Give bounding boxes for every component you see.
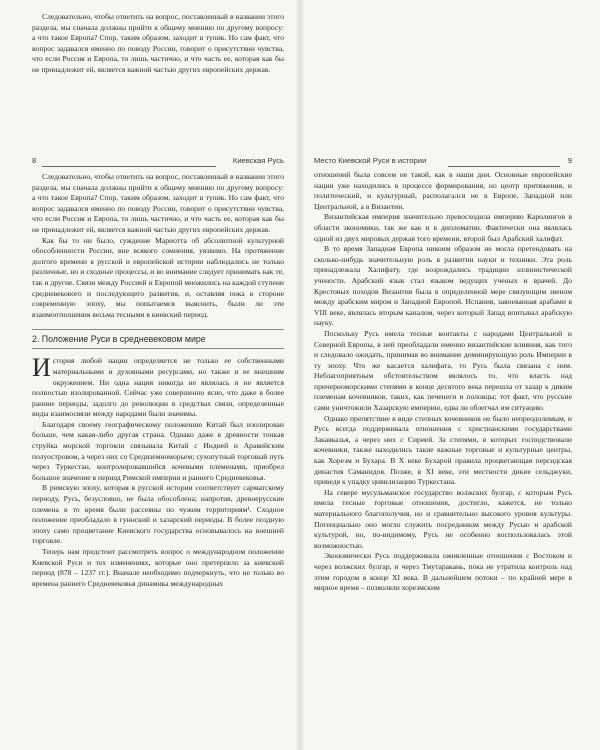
right-paragraph-1: отношений была совсем не такой, как в наши дни. Основные европейские нации уже находились в процессе формирования, но центр притяжения, и политический, и культурный, располагался не в Европе, Западной или Центральной, а в Византии. xyxy=(314,170,572,211)
section-heading: 2. Положение Руси в средневековом мире xyxy=(32,329,284,349)
right-paragraph-3: В то время Западная Европа никоим образом не могла претендовать на сколько-нибудь значительную роль в развитии науки и техники. Эта роль принадлежала Халифату, где возрождались традиции эллинистической учености. Арабский язык стал языком ведущих ученых и врачей. До Крестовых походов Византия была в определенной мере связующим звеном между арабским миром и Западной Европой. Испания, завоеванная арабами в VIII веке, являлась вторым каналом, через который Запад впитывал арабскую науку. xyxy=(314,244,572,328)
right-main-column xyxy=(314,170,572,594)
left-top-paragraph-1: Следовательно, чтобы ответить на вопрос, поставленный в названии этого раздела, мы сначала должны прийти к общему мнению по другому вопросу: а что такое Европа? Спор, таким образом, заходит в тупик. Но сам факт, что вопрос задавался именно по поводу России, говорит о присутствии чувства, что если Россия и Европа, то лишь частично, и что часть ее, которая как бы не принадлежит ей, является важной частью других европейских держав. xyxy=(32,12,284,74)
left-main-column xyxy=(32,172,284,589)
left-header-title: Киевская Русь xyxy=(232,156,284,165)
section-paragraph-2: Благодаря своему географическому положению Китай был изолирован больше, чем какая-либо другая страна. Однако даже в древности тонкая струйка морской торговли связывала Китай с Индией и Аравийским полуостровом, а через них со Средиземноморьем; сухопутный торговый путь через Туркестан, контролировавшийся кочевыми племенами, приобрел большое значение в период Римской империи и раннего Средневековья. xyxy=(32,419,284,482)
left-paragraph-2: Как бы то ни было, суждение Мариотта об абсолютной культурной обособленности России, вне всякого сомнения, уязвимо. На протяжении долгого времени в русской и европейской истории наблюдались не только различные, но и сходные процессы, и во внимание следует принимать как те, так и другие. Связи между Россией и Европой множились на каждой ступени средневекового и последующего развития, и, оставляя пока в стороне современную эпоху, мы попытаемся выяснить, были ли эти взаимоотношения весьма тесными в киевский период. xyxy=(32,235,284,319)
right-header-title: Место Киевской Руси в истории xyxy=(314,156,427,165)
right-paragraph-2: Византийская империя значительно превосходила империю Каролингов в области экономики, так же как и в дипломатии. Фактически она являлась одной из двух мировых держав того времени, второй был Арабский халифат. xyxy=(314,212,572,243)
section-paragraph-1-text: стория любой нации определяется не только ее собственными материальными и духовными ресурсами, но также и ее внешним окружением. Ни одна нация никогда не являлась и не является полностью изолированной. Сейчас уже совершенно ясно, что даже в более ранние периоды, задолго до революции в средствах связи, определенные виды взаимосвязи между народами были значимы. xyxy=(32,356,284,419)
section-paragraph-4: Теперь нам предстоит рассмотреть вопрос о международном положении Киевской Руси и тех изменениях, которые оно претерпело за киевский период (878 – 1237 гг.). Вначале необходимо подчеркнуть, что не только во времена раннего Средневековья динамика международных xyxy=(32,547,284,588)
section-paragraph-3: В римскую эпоху, которая в русской истории соответствует сарматскому периоду, Русь, безусловно, не была обособлена; напротив, древнерусские племена в то время были рассеяны по чужим территориям¹. Сходное положение преобладало в гуннский и хазарский периоды. В более поздную эпоху само процветание Киевского государства основывалось на внешней торговле. xyxy=(32,483,284,546)
right-page xyxy=(302,0,600,750)
section-paragraph-1 xyxy=(32,353,284,420)
right-header-rule xyxy=(448,166,560,167)
left-top-column xyxy=(32,12,284,76)
left-page-number: 8 xyxy=(32,156,37,165)
drop-cap: И xyxy=(32,353,51,383)
left-paragraph-1: Следовательно, чтобы ответить на вопрос, поставленный в названии этого раздела, мы сначала должны прийти к общему мнению по другому вопросу: а что такое Европа? Спор, таким образом, заходит в тупик. Но сам факт, что вопрос задавался именно по поводу России, говорит о присутствии чувства, что если Россия и Европа, то лишь частично, и что часть ее, которая как бы не принадлежит ей, является важной частью других европейских держав. xyxy=(32,172,284,234)
left-page xyxy=(0,0,298,750)
right-paragraph-4: Поскольку Русь имела тесные контакты с народами Центральной и Северной Европы, в ней преобладали именно византийские влияния, как того и следовало ожидать, принимая во внимание доминирующую роль Империи в ту эпоху. Что же касается халифата, то Русь была связана с ним. Неблагоприятным обстоятельством являлось то, что власть над причерноморскими степями в конце десятого века перешла от хазар к диким племенам кочевников, таких, как печенеги и половцы; тот факт, что русские сами уничтожили Хазарскую империю, едва ли облегчал им ситуацию. xyxy=(314,328,572,413)
right-paragraph-5: Однако препятствие в виде степных кочевников не было непреодолимым, и Русь всегда поддерживала отношения с христианскими государствами Закавказья, а через них с Сирией. За степями, в которых господствовали кочевники, также находились такие важные торговые и культурные центры, как Хорезм и Бухара. В X веке Бухарой правила процветающая персидская династия Саманидов. Позже, в XI веке, эти местности дикие сельджуки, приведя к упадку цивилизацию Туркестана. xyxy=(314,413,572,487)
right-paragraph-6: На севере мусульманское государство волжских булгар, с которым Русь имела тесные торговые отношения, достигло, кажется, не только материального благополучия, но и сравнительно высокого уровня культуры. Потенциально оно могло служить посредником между Русью и арабской культурой, но, по-видимому, Русь не особенно воспользовалась этой возможностью. xyxy=(314,487,572,550)
right-running-header xyxy=(314,156,572,168)
left-header-rule xyxy=(42,166,216,167)
left-running-header xyxy=(32,156,284,168)
right-paragraph-7: Экономически Русь поддерживала оживленные отношения с Востоком и через волжских булгар, и через Тмутаракань, пока не утратила контроль над этим городом в конце XI века. В дальнейшем потоки – по крайней мере в мирное время – позволяли хорезмским xyxy=(314,551,572,593)
right-page-number: 9 xyxy=(567,156,572,165)
